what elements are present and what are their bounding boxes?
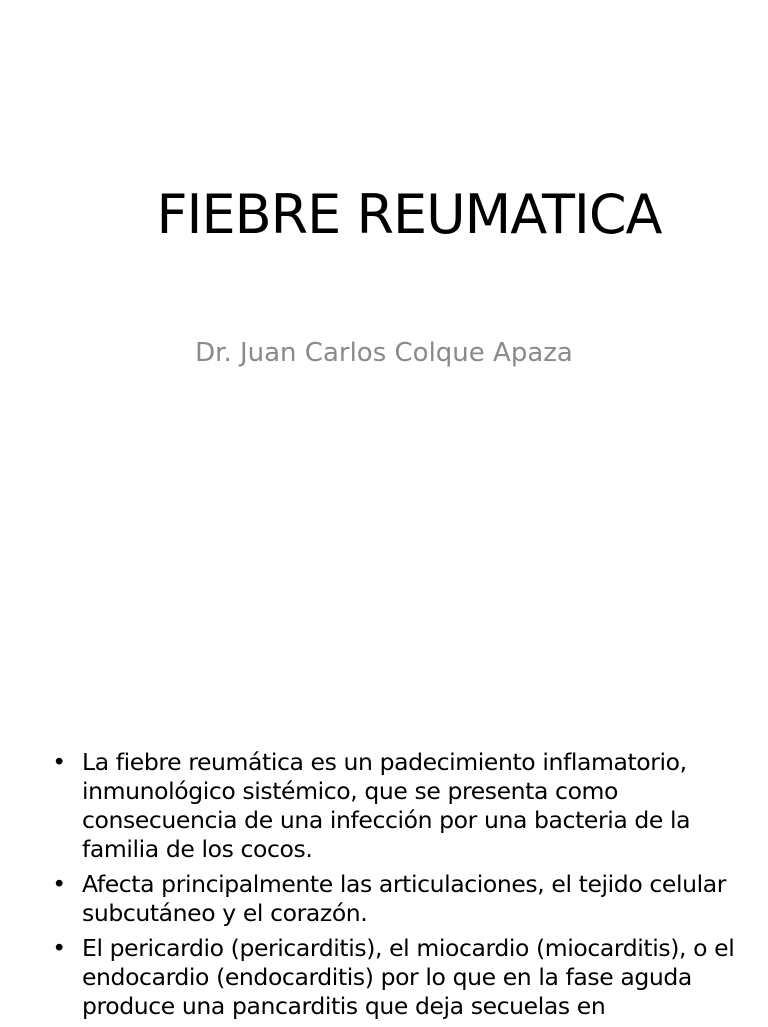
bullet-item: [52, 934, 742, 1021]
bullet-item: [52, 870, 742, 928]
bullet-text: El pericardio (pericarditis), el miocardio (miocarditis), o el endocardio (endocarditis) por lo que en la fase aguda produce una pancarditis que deja secuelas en: [82, 934, 735, 1020]
bullet-icon: •: [52, 748, 66, 776]
bullet-list: [52, 748, 742, 1027]
slide-subtitle: Dr. Juan Carlos Colque Apaza: [195, 338, 573, 368]
bullet-icon: •: [52, 870, 66, 898]
bullet-text: La fiebre reumática es un padecimiento inflamatorio, inmunológico sistémico, que se presenta como consecuencia de una infección por una bacteria de la familia de los cocos.: [82, 748, 691, 863]
bullet-text: Afecta principalmente las articulaciones, el tejido celular subcutáneo y el corazón.: [82, 870, 726, 927]
slide-title: FIEBRE REUMATICA: [156, 183, 662, 246]
bullet-icon: •: [52, 934, 66, 962]
bullet-item: [52, 748, 742, 864]
